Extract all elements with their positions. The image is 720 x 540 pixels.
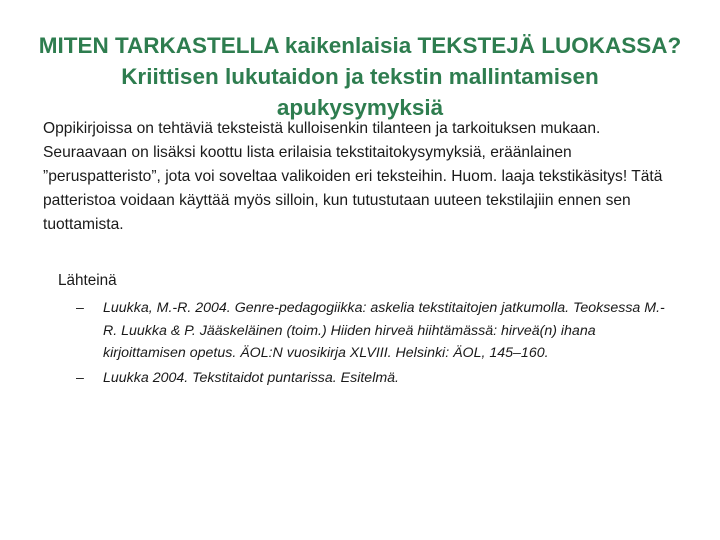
dash-bullet: – bbox=[76, 300, 84, 316]
title-line-1: MITEN TARKASTELLA kaikenlaisia TEKSTEJÄ LUOKASSA? bbox=[38, 33, 682, 58]
reference-item bbox=[76, 367, 676, 390]
references-heading: Lähteinä bbox=[58, 272, 117, 289]
reference-item bbox=[76, 297, 676, 365]
slide-title bbox=[20, 30, 700, 123]
title-line-2: Kriittisen lukutaidon ja tekstin mallintamisen bbox=[121, 64, 599, 89]
dash-bullet: – bbox=[76, 369, 84, 386]
body-paragraph: Oppikirjoissa on tehtäviä teksteistä kulloisenkin tilanteen ja tarkoituksen mukaan. Seuraavaan on lisäksi koottu lista erilaisia tekstitaitokysymyksiä, eräänlainen ”peruspatteristo”, jota voi soveltaa valikoiden eri teksteihin. Huom. laaja tekstikäsitys! Tätä patteristoa voidaan käyttää myös silloin, kun tutustutaan uuteen tekstilajiin ennen sen tuottamista. bbox=[43, 120, 663, 233]
reference-text: Luukka 2004. Tekstitaidot puntarissa. Esitelmä. bbox=[103, 369, 400, 386]
reference-text: Luukka, M.-R. 2004. Genre-pedagogiikka: askelia tekstitaitojen jatkumolla. Teoksessa M.-R. Luukka & P. Jääskeläinen (toim.) Hiiden hirveä hiihtämässä: hirveä(n) ihana kirjoittamisen opetus. ÄOL:N vuosikirja XLVIII. Helsinki: ÄOL, 145–160. bbox=[103, 300, 665, 361]
title-line-3: apukysymyksiä bbox=[276, 95, 444, 120]
references-list bbox=[76, 297, 676, 391]
